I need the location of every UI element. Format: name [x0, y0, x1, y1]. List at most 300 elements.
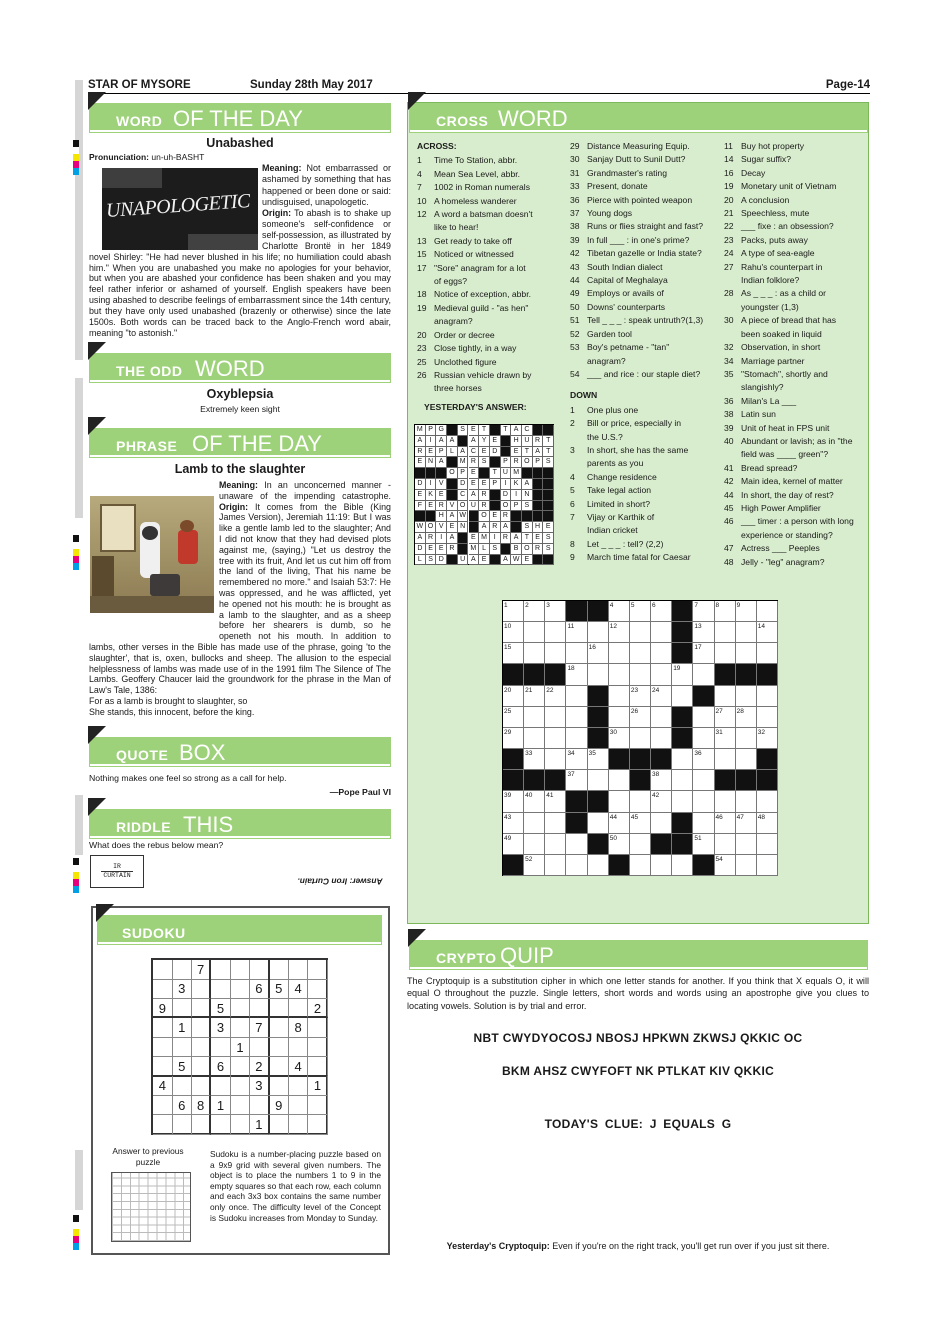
crossword-cell[interactable]: 25: [503, 707, 524, 728]
sudoku-cell[interactable]: [289, 960, 309, 980]
crossword-cell[interactable]: [651, 728, 672, 749]
clue-number: 10: [417, 195, 427, 206]
sudoku-cell[interactable]: [231, 960, 251, 980]
crossword-cell[interactable]: [736, 643, 757, 664]
crossword-cell[interactable]: [588, 770, 609, 791]
yday-cell: R: [479, 490, 490, 501]
sudoku-cell[interactable]: [211, 1076, 231, 1096]
crossword-cell[interactable]: 29: [503, 728, 524, 749]
sudoku-cell[interactable]: [269, 1057, 289, 1077]
yday-cell: [533, 555, 544, 566]
yday-cell: U: [458, 555, 469, 566]
crossword-cell[interactable]: 44: [609, 813, 630, 834]
pron-text: un-uh-BASHT: [151, 152, 205, 162]
crossword-cell[interactable]: 14: [757, 622, 778, 643]
crossword-cell[interactable]: [757, 834, 778, 855]
crossword-cell[interactable]: 6: [651, 601, 672, 622]
clue-row: [417, 154, 567, 167]
sudoku-cell[interactable]: [289, 999, 309, 1019]
clue-text: Rahu's counterpart in: [741, 261, 823, 272]
sudoku-cell[interactable]: [231, 1096, 251, 1116]
crossword-cell[interactable]: 38: [651, 770, 672, 791]
crossword-cell[interactable]: [757, 707, 778, 728]
clue-row: [570, 457, 722, 470]
sudoku-cell[interactable]: [192, 1018, 212, 1038]
crossword-cell[interactable]: 9: [736, 601, 757, 622]
crossword-grid[interactable]: [502, 600, 778, 876]
crossword-cell[interactable]: 16: [588, 643, 609, 664]
crossword-cell[interactable]: [651, 707, 672, 728]
crossword-cell[interactable]: [545, 834, 566, 855]
riddle-question: What does the rebus below mean?: [89, 840, 224, 850]
crossword-cell[interactable]: [545, 813, 566, 834]
clue-number: 15: [417, 249, 427, 260]
crossword-cell[interactable]: 47: [736, 813, 757, 834]
sudoku-cell[interactable]: [250, 999, 270, 1019]
crossword-cell[interactable]: [524, 643, 545, 664]
yday-cell: P: [490, 479, 501, 490]
crossword-cell[interactable]: 43: [503, 813, 524, 834]
sudoku-cell[interactable]: 2: [308, 999, 328, 1019]
crossword-cell[interactable]: 30: [609, 728, 630, 749]
crossword-cell[interactable]: 51: [693, 834, 714, 855]
yday-cell: [447, 490, 458, 501]
crossword-cell[interactable]: [736, 791, 757, 812]
clue-text: Let _ _ _ : tell? (2,2): [587, 538, 664, 549]
yday-cell: A: [458, 447, 469, 458]
clue-row: [570, 261, 722, 274]
crossword-cell[interactable]: [736, 686, 757, 707]
wotd-pronunciation: [89, 152, 391, 163]
clue-row: [570, 167, 722, 180]
clue-row: [570, 511, 722, 524]
sudoku-cell[interactable]: [192, 1038, 212, 1058]
clue-row: [724, 261, 867, 274]
crossword-cell[interactable]: [630, 664, 651, 685]
crossword-cell[interactable]: [588, 855, 609, 876]
sudoku-cell[interactable]: 7: [192, 960, 212, 980]
sudoku-cell[interactable]: [231, 979, 251, 999]
sudoku-cell[interactable]: [269, 1038, 289, 1058]
crossword-cell[interactable]: 7: [693, 601, 714, 622]
crossword-cell[interactable]: [524, 622, 545, 643]
sudoku-cell[interactable]: [231, 1057, 251, 1077]
crossword-cell[interactable]: [693, 813, 714, 834]
clue-number: 42: [724, 476, 734, 487]
crossword-cell[interactable]: [566, 686, 587, 707]
crossword-cell[interactable]: 36: [693, 749, 714, 770]
sudoku-cell[interactable]: 6: [172, 1096, 192, 1116]
crossword-cell[interactable]: [609, 686, 630, 707]
sudoku-cell[interactable]: 4: [289, 979, 309, 999]
sudoku-cell[interactable]: 3: [172, 979, 192, 999]
crossword-cell[interactable]: [566, 707, 587, 728]
crossword-cell[interactable]: 15: [503, 643, 524, 664]
yday-cell: K: [426, 490, 437, 501]
crossword-cell[interactable]: [566, 855, 587, 876]
yday-cell: E: [522, 555, 533, 566]
sudoku-cell[interactable]: [308, 1057, 328, 1077]
clue-number: 18: [417, 289, 427, 300]
clue-number: 49: [570, 288, 580, 299]
crossword-cell[interactable]: 48: [757, 813, 778, 834]
crossword-cell[interactable]: 33: [524, 749, 545, 770]
crossword-cell[interactable]: [609, 791, 630, 812]
clue-number: 19: [724, 181, 734, 192]
crossword-cell[interactable]: [672, 770, 693, 791]
sudoku-prev-label: Answer to previous puzzle: [112, 1146, 184, 1167]
sudoku-cell[interactable]: 1: [250, 1115, 270, 1135]
sudoku-cell[interactable]: [172, 960, 192, 980]
across-clues-col2: [570, 140, 722, 565]
sudoku-cell[interactable]: [211, 979, 231, 999]
yday-cell: N: [522, 490, 533, 501]
yday-cell: [511, 511, 522, 522]
clue-row: [724, 234, 867, 247]
sudoku-cell[interactable]: 1: [308, 1076, 328, 1096]
crossword-cell[interactable]: [545, 749, 566, 770]
clue-row: [724, 462, 867, 475]
sudoku-cell[interactable]: 3: [211, 1018, 231, 1038]
yday-cell: A: [469, 436, 480, 447]
crossword-cell[interactable]: [693, 707, 714, 728]
clue-text: anagram?: [434, 316, 473, 327]
crossword-cell[interactable]: 41: [545, 791, 566, 812]
crossword-cell[interactable]: [693, 728, 714, 749]
crossword-cell[interactable]: [545, 707, 566, 728]
sudoku-cell[interactable]: 7: [250, 1018, 270, 1038]
crossword-cell[interactable]: [672, 686, 693, 707]
clue-row: [724, 475, 867, 488]
crossword-cell[interactable]: [588, 813, 609, 834]
crossword-cell[interactable]: 13: [693, 622, 714, 643]
sudoku-cell[interactable]: [231, 1115, 251, 1135]
clue-text: In full ___ : in one's prime?: [587, 234, 690, 245]
clue-text: field was ____ green"?: [741, 449, 829, 460]
sudoku-cell[interactable]: [192, 1115, 212, 1135]
sudoku-cell[interactable]: 5: [172, 1057, 192, 1077]
sudoku-cell[interactable]: [308, 1038, 328, 1058]
yday-cell: H: [511, 436, 522, 447]
crossword-cell[interactable]: 28: [736, 707, 757, 728]
crossword-cell[interactable]: [545, 855, 566, 876]
clue-row: [724, 395, 867, 408]
crossword-cell[interactable]: [715, 791, 736, 812]
sudoku-grid[interactable]: [151, 958, 328, 1135]
crossword-cell[interactable]: [630, 728, 651, 749]
crossword-cell[interactable]: 32: [757, 728, 778, 749]
yday-cell: S: [543, 457, 554, 468]
crossword-cell[interactable]: 31: [715, 728, 736, 749]
yday-cell: R: [501, 533, 512, 544]
sudoku-cell[interactable]: 1: [231, 1038, 251, 1058]
crossword-cell[interactable]: 37: [566, 770, 587, 791]
crossword-cell[interactable]: [757, 791, 778, 812]
sudoku-cell[interactable]: [192, 1076, 212, 1096]
crossword-cell[interactable]: [630, 643, 651, 664]
sudoku-cell[interactable]: [269, 999, 289, 1019]
sudoku-cell[interactable]: [153, 960, 173, 980]
black-square: [588, 791, 609, 812]
yday-cell: A: [511, 533, 522, 544]
crossword-cell[interactable]: 50: [609, 834, 630, 855]
crossword-cell[interactable]: 12: [609, 622, 630, 643]
clue-text: ___ timer : a person with long: [741, 516, 854, 527]
yday-cell: D: [415, 479, 426, 490]
crossword-cell[interactable]: 23: [630, 686, 651, 707]
clue-number: 19: [417, 302, 427, 313]
crossword-cell[interactable]: [630, 834, 651, 855]
crossword-cell[interactable]: [588, 622, 609, 643]
crossword-cell[interactable]: [566, 643, 587, 664]
crossword-cell[interactable]: 11: [566, 622, 587, 643]
clue-text: Actress ___ Peeples: [741, 543, 820, 554]
black-square: [757, 770, 778, 791]
clue-number: [570, 355, 587, 368]
clue-number: 20: [724, 194, 734, 205]
crossword-cell[interactable]: 10: [503, 622, 524, 643]
sudoku-cell[interactable]: [211, 1115, 231, 1135]
clue-number: 47: [724, 543, 734, 554]
crossword-cell[interactable]: [672, 791, 693, 812]
crossword-cell[interactable]: 1: [503, 601, 524, 622]
sudoku-cell[interactable]: 1: [211, 1096, 231, 1116]
sudoku-cell[interactable]: [289, 1096, 309, 1116]
crossword-cell[interactable]: 45: [630, 813, 651, 834]
sudoku-cell[interactable]: [172, 1038, 192, 1058]
crossword-cell[interactable]: [651, 813, 672, 834]
crossword-cell[interactable]: [757, 601, 778, 622]
crossword-cell[interactable]: 21: [524, 686, 545, 707]
clue-number: 6: [570, 498, 575, 509]
origin-text: To abash is to shake up someone's self-confidence or self-possession, as illustrated by Charlotte Brontë in her 1849 novel Shirley: "He had never blushed in his life; no humiliation could abash him." When you are unabashed you make no apologies for your behavior, but when you are abashed your confidence has been shaken and you may feel rather inferior or ashamed of yourself. English speakers have been using abashed to describe feelings of embarrassment since the 14th century, but they have only used unabashed (brazenly or otherwise) since the late 1500s. Both words can be traced back to the Anglo-French word abair, meaning "to astonish.": [89, 208, 391, 338]
sudoku-cell[interactable]: [231, 1018, 251, 1038]
crossword-cell[interactable]: 52: [524, 855, 545, 876]
clue-row: [570, 180, 722, 193]
yday-cell: I: [426, 436, 437, 447]
sudoku-cell[interactable]: 8: [289, 1018, 309, 1038]
down-label: DOWN: [570, 390, 598, 401]
yday-cell: [447, 425, 458, 436]
black-square: [757, 749, 778, 770]
sudoku-cell[interactable]: [211, 1038, 231, 1058]
crossword-cell[interactable]: [524, 728, 545, 749]
sudoku-cell[interactable]: 9: [153, 999, 173, 1019]
sudoku-cell[interactable]: 1: [172, 1018, 192, 1038]
sudoku-cell[interactable]: 4: [153, 1076, 173, 1096]
sudoku-cell[interactable]: [269, 1076, 289, 1096]
sudoku-cell[interactable]: [308, 1018, 328, 1038]
crossword-cell[interactable]: [715, 622, 736, 643]
crossword-cell[interactable]: [524, 834, 545, 855]
clue-number: 44: [724, 489, 734, 500]
sudoku-cell[interactable]: [250, 960, 270, 980]
clue-row: [724, 381, 867, 394]
crossword-cell[interactable]: 40: [524, 791, 545, 812]
crossword-cell[interactable]: 18: [566, 664, 587, 685]
crossword-cell[interactable]: [715, 749, 736, 770]
sudoku-cell[interactable]: [269, 960, 289, 980]
crossword-cell[interactable]: 26: [630, 707, 651, 728]
crossword-cell[interactable]: [524, 707, 545, 728]
crossword-cell[interactable]: 4: [609, 601, 630, 622]
sudoku-cell[interactable]: [269, 1018, 289, 1038]
crossword-cell[interactable]: [566, 834, 587, 855]
sudoku-cell[interactable]: 9: [269, 1096, 289, 1116]
crossword-cell[interactable]: [524, 813, 545, 834]
crossword-cell[interactable]: [566, 728, 587, 749]
sudoku-cell[interactable]: 3: [250, 1076, 270, 1096]
sudoku-cell[interactable]: [308, 960, 328, 980]
crossword-cell[interactable]: [651, 855, 672, 876]
sudoku-cell[interactable]: [308, 1115, 328, 1135]
crossword-cell[interactable]: [693, 791, 714, 812]
crossword-cell[interactable]: 39: [503, 791, 524, 812]
sudoku-cell[interactable]: 5: [269, 979, 289, 999]
crossword-cell[interactable]: [630, 855, 651, 876]
clue-number: 13: [417, 235, 427, 246]
sudoku-cell[interactable]: [250, 1038, 270, 1058]
sudoku-cell[interactable]: [231, 999, 251, 1019]
crossword-cell[interactable]: [693, 770, 714, 791]
meaning-label: Meaning:: [262, 163, 302, 173]
black-square: [524, 770, 545, 791]
clue-number: 34: [724, 355, 734, 366]
crossword-cell[interactable]: 35: [588, 749, 609, 770]
crossword-cell[interactable]: [630, 622, 651, 643]
crossword-cell[interactable]: 54: [715, 855, 736, 876]
sudoku-cell[interactable]: 6: [211, 1057, 231, 1077]
clue-row: [417, 302, 567, 315]
crossword-cell[interactable]: [545, 728, 566, 749]
sudoku-cell[interactable]: [308, 979, 328, 999]
sudoku-cell[interactable]: [153, 979, 173, 999]
crossword-cell[interactable]: [715, 643, 736, 664]
sudoku-cell[interactable]: [289, 1038, 309, 1058]
crossword-cell[interactable]: [545, 643, 566, 664]
crossword-cell[interactable]: 22: [545, 686, 566, 707]
sudoku-cell[interactable]: [269, 1115, 289, 1135]
crossword-cell[interactable]: [715, 686, 736, 707]
riddle-header-a: RIDDLE: [116, 819, 172, 835]
crossword-cell[interactable]: 19: [672, 664, 693, 685]
sudoku-cell[interactable]: [211, 960, 231, 980]
black-square: [630, 749, 651, 770]
issue-date: Sunday 28th May 2017: [250, 79, 373, 91]
crossword-cell[interactable]: [757, 686, 778, 707]
crossword-cell[interactable]: [693, 664, 714, 685]
sudoku-cell[interactable]: 6: [250, 979, 270, 999]
clue-text: Vijay or Karthik of: [587, 511, 655, 522]
crossword-cell[interactable]: 49: [503, 834, 524, 855]
clue-text: Noticed or witnessed: [434, 249, 514, 260]
crossword-cell[interactable]: [736, 834, 757, 855]
crossword-cell[interactable]: [630, 791, 651, 812]
crossword-cell[interactable]: [757, 643, 778, 664]
crossword-cell[interactable]: [651, 643, 672, 664]
crossword-cell[interactable]: 3: [545, 601, 566, 622]
crossword-cell[interactable]: [588, 664, 609, 685]
yday-cell: Y: [479, 436, 490, 447]
sudoku-cell[interactable]: [289, 1115, 309, 1135]
clue-row: [417, 248, 567, 261]
sudoku-cell[interactable]: [172, 1076, 192, 1096]
sudoku-cell[interactable]: 4: [289, 1057, 309, 1077]
crossword-cell[interactable]: [545, 622, 566, 643]
sudoku-cell[interactable]: [192, 1057, 212, 1077]
crossword-cell[interactable]: 46: [715, 813, 736, 834]
sudoku-cell[interactable]: [172, 999, 192, 1019]
crossword-cell[interactable]: 27: [715, 707, 736, 728]
crossword-cell[interactable]: [672, 855, 693, 876]
yday-cell: [490, 425, 501, 436]
yday-cell: D: [490, 447, 501, 458]
yesterday-crossword-grid: [414, 424, 554, 565]
crossword-cell[interactable]: 42: [651, 791, 672, 812]
sudoku-cell[interactable]: 2: [250, 1057, 270, 1077]
crossword-cell[interactable]: [736, 622, 757, 643]
crossword-cell[interactable]: 2: [524, 601, 545, 622]
crossword-cell[interactable]: 24: [651, 686, 672, 707]
crossword-cell[interactable]: [609, 770, 630, 791]
sudoku-cell[interactable]: [153, 1018, 173, 1038]
sudoku-cell[interactable]: [192, 979, 212, 999]
sudoku-cell[interactable]: [308, 1096, 328, 1116]
clue-row: [724, 435, 867, 448]
crossword-cell[interactable]: 34: [566, 749, 587, 770]
clue-text: the U.S.?: [587, 431, 623, 442]
sudoku-cell[interactable]: 8: [192, 1096, 212, 1116]
crossword-cell[interactable]: [609, 664, 630, 685]
clue-row: [724, 529, 867, 542]
crossword-cell[interactable]: [672, 749, 693, 770]
yday-cell: T: [522, 447, 533, 458]
crossword-cell[interactable]: [651, 622, 672, 643]
clue-number: 2: [570, 418, 575, 429]
sudoku-cell[interactable]: [231, 1076, 251, 1096]
crossword-cell[interactable]: [736, 749, 757, 770]
crossword-cell[interactable]: 8: [715, 601, 736, 622]
sudoku-cell[interactable]: [289, 1076, 309, 1096]
crossword-cell[interactable]: [609, 707, 630, 728]
crossword-cell[interactable]: 20: [503, 686, 524, 707]
crossword-cell[interactable]: [736, 855, 757, 876]
sudoku-cell[interactable]: [153, 1096, 173, 1116]
crossword-cell[interactable]: [736, 728, 757, 749]
crossword-cell[interactable]: 17: [693, 643, 714, 664]
yday-cell: [511, 522, 522, 533]
sudoku-cell[interactable]: [153, 1115, 173, 1135]
crossword-cell[interactable]: [651, 664, 672, 685]
sudoku-cell[interactable]: [153, 1038, 173, 1058]
sudoku-cell[interactable]: 5: [211, 999, 231, 1019]
sudoku-cell[interactable]: [172, 1115, 192, 1135]
sudoku-cell[interactable]: [192, 999, 212, 1019]
sudoku-cell[interactable]: [153, 1057, 173, 1077]
black-square: [503, 749, 524, 770]
yday-cell: A: [447, 533, 458, 544]
sudoku-cell[interactable]: [250, 1096, 270, 1116]
yday-cell: [490, 555, 501, 566]
odd-word-definition: Extremely keen sight: [200, 404, 280, 414]
crossword-cell[interactable]: [757, 855, 778, 876]
crossword-cell[interactable]: 5: [630, 601, 651, 622]
crossword-cell[interactable]: [609, 643, 630, 664]
clue-text: Time To Station, abbr.: [434, 155, 518, 166]
yday-cell: [501, 544, 512, 555]
crossword-cell[interactable]: [715, 834, 736, 855]
yday-cell: O: [426, 522, 437, 533]
